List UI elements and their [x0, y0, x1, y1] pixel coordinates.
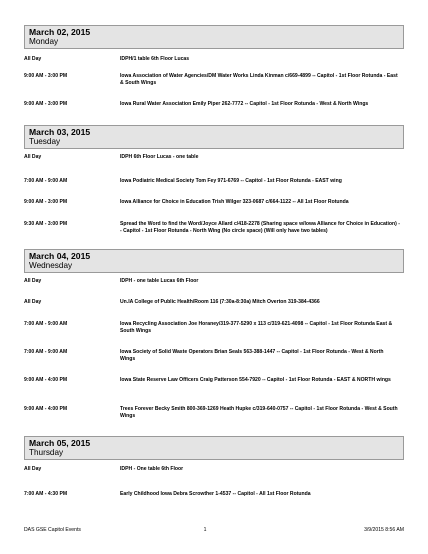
event-description: Un.IA College of Public Health/Room 116 (7:30a-8:30a) Mitch Overton 319-384-4366	[120, 299, 320, 305]
event-time: 7:00 AM - 9:00 AM	[24, 349, 68, 355]
event-time: 9:00 AM - 3:00 PM	[24, 73, 68, 79]
event-description: IDPH/1 table 6th Floor Lucas	[120, 56, 190, 62]
day-header	[24, 436, 404, 460]
event-description: Iowa State Reserve Law Officers Craig Patterson 554-7920 -- Capitol - 1st Floor Rotunda - EAST & NORTH wings	[120, 377, 391, 383]
day-date: March 02, 2015	[29, 27, 91, 37]
day-weekday: Monday	[29, 37, 59, 46]
event-time: 9:30 AM - 3:00 PM	[24, 221, 68, 227]
event-description: Iowa Rural Water Association Emily Piper 262-7772 -- Capitol - 1st Floor Rotunda - West & North Wings	[120, 101, 369, 107]
event-time: 9:00 AM - 3:00 PM	[24, 199, 68, 205]
day-header	[24, 25, 404, 49]
event-description: Iowa Alliance for Choice in Education Trish Wilger 323-0687 c/664-1122 -- All 1st Floor Rotunda	[120, 199, 349, 205]
footer-page-number: 1	[203, 527, 207, 533]
day-header	[24, 249, 404, 273]
event-description: Iowa Podiatric Medical Society Tom Fey 971-6769 -- Capitol - 1st Floor Rotunda - EAST wing	[120, 178, 342, 184]
event-time: 7:00 AM - 9:00 AM	[24, 178, 68, 184]
event-time: All Day	[24, 56, 42, 62]
event-description: IDPH - One table 6th Floor	[120, 466, 184, 472]
event-description: IDPH - one table Lucas 6th Floor	[120, 278, 199, 284]
day-date: March 05, 2015	[29, 438, 91, 448]
event-description: Iowa Association of Water Agencies/DM Water Works Linda Kinman c/669-4899 -- Capitol - 1st Floor Rotunda - East & South Wings	[120, 73, 398, 86]
event-time: All Day	[24, 466, 42, 472]
event-description: Iowa Recycling Association Joe Horaney/319-377-5290 x 113 c/319-621-4098 -- Capitol - 1st Floor Rotunda East & South Wings	[120, 321, 393, 334]
event-time: All Day	[24, 278, 42, 284]
event-description: Spread the Word to find the Word/Joyce Allard c/418-2278 (Sharing space w/Iowa Alliance for Choice in Education) -- Capitol - 1st Floor Rotunda - North Wing (No circle space) (Will only have two tables)	[120, 221, 400, 234]
footer-timestamp: 3/9/2015 8:56 AM	[364, 527, 404, 533]
event-description: IDPH 6th Floor Lucas - one table	[120, 154, 199, 160]
event-time: All Day	[24, 154, 42, 160]
event-time: All Day	[24, 299, 42, 305]
day-weekday: Wednesday	[29, 261, 73, 270]
event-description: Trees Forever Becky Smith 800-369-1269 Heath Hupke c/319-640-0757 -- Capitol - 1st Floor Rotunda - West & South Wings	[120, 406, 398, 419]
event-time: 7:00 AM - 4:30 PM	[24, 491, 68, 497]
footer-source: DAS GSE Capitol Events	[24, 527, 81, 533]
day-date: March 04, 2015	[29, 251, 91, 261]
event-time: 9:00 AM - 3:00 PM	[24, 101, 68, 107]
event-description: Early Childhood Iowa Debra Scrowther 1-4537 -- Capitol - All 1st Floor Rotunda	[120, 491, 311, 497]
day-date: March 03, 2015	[29, 127, 91, 137]
day-header	[24, 125, 404, 149]
event-time: 7:00 AM - 9:00 AM	[24, 321, 68, 327]
event-description: Iowa Society of Solid Waste Operators Brian Seals 563-388-1447 -- Capitol - 1st Floor Rotunda - West & North Wings	[120, 349, 384, 362]
event-time: 9:00 AM - 4:00 PM	[24, 406, 68, 412]
event-time: 9:00 AM - 4:00 PM	[24, 377, 68, 383]
day-weekday: Tuesday	[29, 137, 61, 146]
day-weekday: Thursday	[29, 448, 64, 457]
